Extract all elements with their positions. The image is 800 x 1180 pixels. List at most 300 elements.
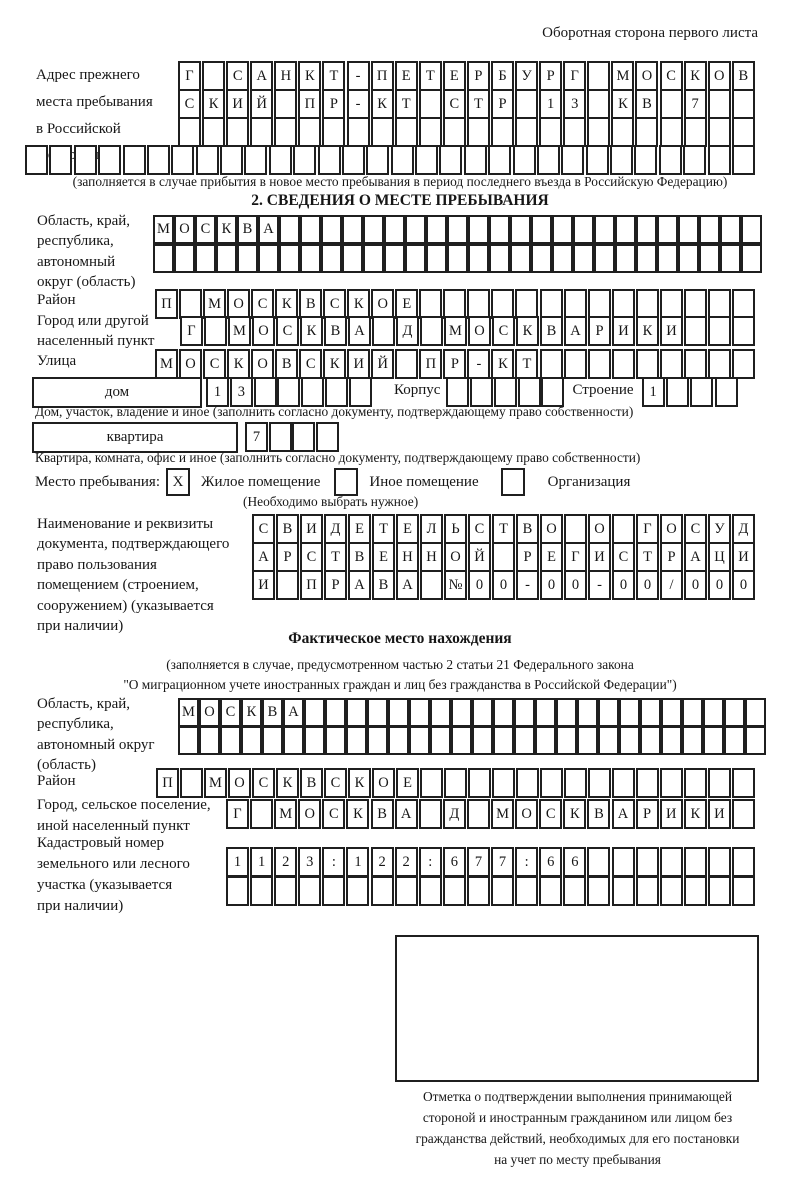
char-box[interactable]: О xyxy=(227,289,250,319)
char-box[interactable] xyxy=(619,698,640,727)
char-box[interactable] xyxy=(258,244,279,273)
char-box[interactable] xyxy=(493,726,514,755)
char-box[interactable] xyxy=(276,570,299,600)
char-box[interactable] xyxy=(468,215,489,244)
char-box[interactable] xyxy=(371,117,394,147)
char-box[interactable] xyxy=(660,847,683,877)
char-box[interactable] xyxy=(732,799,755,829)
char-box[interactable]: Т xyxy=(395,89,418,119)
char-box[interactable] xyxy=(732,349,755,379)
char-box[interactable]: 0 xyxy=(636,570,659,600)
char-box[interactable]: В xyxy=(372,570,395,600)
char-box[interactable]: Т xyxy=(372,514,395,544)
char-box[interactable]: С xyxy=(195,215,216,244)
char-box[interactable]: Б xyxy=(491,61,514,91)
char-box[interactable] xyxy=(467,799,490,829)
char-box[interactable] xyxy=(564,768,587,798)
char-box[interactable] xyxy=(660,89,683,119)
char-box[interactable]: К xyxy=(346,799,369,829)
char-box[interactable] xyxy=(535,698,556,727)
char-box[interactable]: Р xyxy=(516,542,539,572)
char-box[interactable]: Т xyxy=(515,349,538,379)
char-box[interactable] xyxy=(708,89,731,119)
char-box[interactable]: Р xyxy=(467,61,490,91)
char-box[interactable]: М xyxy=(228,316,251,346)
char-box[interactable]: И xyxy=(732,542,755,572)
char-box[interactable] xyxy=(226,117,249,147)
char-box[interactable]: И xyxy=(252,570,275,600)
char-box[interactable]: В xyxy=(587,799,610,829)
char-box[interactable]: У xyxy=(708,514,731,544)
char-box[interactable]: П xyxy=(155,289,178,319)
char-box[interactable] xyxy=(342,244,363,273)
char-box[interactable] xyxy=(573,244,594,273)
char-box[interactable]: 7 xyxy=(245,422,268,452)
char-box[interactable]: Т xyxy=(636,542,659,572)
char-box[interactable] xyxy=(347,117,370,147)
char-box[interactable]: С xyxy=(220,698,241,727)
char-box[interactable] xyxy=(682,698,703,727)
char-box[interactable] xyxy=(204,316,227,346)
char-box[interactable] xyxy=(298,117,321,147)
char-box[interactable]: М xyxy=(153,215,174,244)
char-box[interactable]: 0 xyxy=(684,570,707,600)
char-box[interactable] xyxy=(367,726,388,755)
char-box[interactable] xyxy=(708,316,731,346)
char-box[interactable] xyxy=(430,698,451,727)
checkbox-other-premises[interactable] xyxy=(334,468,358,496)
char-box[interactable]: / xyxy=(660,570,683,600)
char-box[interactable]: - xyxy=(516,570,539,600)
char-box[interactable] xyxy=(470,377,493,407)
char-box[interactable] xyxy=(635,117,658,147)
char-box[interactable]: В xyxy=(732,61,755,91)
char-box[interactable]: М xyxy=(444,316,467,346)
char-box[interactable] xyxy=(274,117,297,147)
char-box[interactable] xyxy=(419,117,442,147)
char-box[interactable] xyxy=(244,145,267,175)
char-box[interactable] xyxy=(513,145,536,175)
char-box[interactable] xyxy=(563,876,586,906)
char-box[interactable] xyxy=(269,422,292,452)
char-box[interactable] xyxy=(564,349,587,379)
char-box[interactable] xyxy=(98,145,121,175)
char-box[interactable] xyxy=(598,698,619,727)
char-box[interactable] xyxy=(741,215,762,244)
char-box[interactable]: О xyxy=(660,514,683,544)
char-box[interactable]: В xyxy=(237,215,258,244)
char-box[interactable] xyxy=(492,768,515,798)
char-box[interactable]: Ц xyxy=(708,542,731,572)
char-box[interactable] xyxy=(515,89,538,119)
char-box[interactable]: 1 xyxy=(206,377,229,407)
char-box[interactable] xyxy=(708,768,731,798)
char-box[interactable]: 2 xyxy=(371,847,394,877)
char-box[interactable]: Й xyxy=(371,349,394,379)
char-box[interactable]: П xyxy=(156,768,179,798)
char-box[interactable] xyxy=(708,117,731,147)
char-box[interactable] xyxy=(25,145,48,175)
char-box[interactable]: 1 xyxy=(539,89,562,119)
char-box[interactable] xyxy=(488,145,511,175)
char-box[interactable] xyxy=(708,289,731,319)
char-box[interactable] xyxy=(564,289,587,319)
char-box[interactable]: К xyxy=(298,61,321,91)
char-box[interactable]: А xyxy=(612,799,635,829)
char-box[interactable] xyxy=(587,89,610,119)
char-box[interactable] xyxy=(419,89,442,119)
char-box[interactable]: М xyxy=(491,799,514,829)
char-box[interactable] xyxy=(321,244,342,273)
char-box[interactable] xyxy=(384,215,405,244)
char-box[interactable] xyxy=(587,876,610,906)
char-box[interactable]: Е xyxy=(443,61,466,91)
char-box[interactable] xyxy=(301,377,324,407)
char-box[interactable]: С xyxy=(276,316,299,346)
char-box[interactable] xyxy=(318,145,341,175)
char-box[interactable]: К xyxy=(275,289,298,319)
char-box[interactable]: О xyxy=(708,61,731,91)
char-box[interactable] xyxy=(640,698,661,727)
char-box[interactable]: Т xyxy=(324,542,347,572)
char-box[interactable] xyxy=(346,726,367,755)
char-box[interactable]: Г xyxy=(636,514,659,544)
char-box[interactable]: А xyxy=(396,570,419,600)
char-box[interactable] xyxy=(447,215,468,244)
char-box[interactable] xyxy=(446,377,469,407)
char-box[interactable] xyxy=(741,244,762,273)
char-box[interactable] xyxy=(179,289,202,319)
char-box[interactable] xyxy=(451,698,472,727)
char-box[interactable] xyxy=(659,145,682,175)
char-box[interactable] xyxy=(540,768,563,798)
checkbox-residential[interactable]: X xyxy=(166,468,190,496)
char-box[interactable] xyxy=(447,244,468,273)
char-box[interactable] xyxy=(610,145,633,175)
char-box[interactable]: Н xyxy=(420,542,443,572)
char-box[interactable]: К xyxy=(276,768,299,798)
char-box[interactable] xyxy=(732,847,755,877)
char-box[interactable]: Д xyxy=(443,799,466,829)
char-box[interactable] xyxy=(715,377,738,407)
char-box[interactable] xyxy=(732,89,755,119)
char-box[interactable]: Й xyxy=(250,89,273,119)
char-box[interactable]: С xyxy=(684,514,707,544)
char-box[interactable]: С xyxy=(299,349,322,379)
char-box[interactable] xyxy=(678,244,699,273)
char-box[interactable]: Г xyxy=(564,542,587,572)
char-box[interactable]: 0 xyxy=(612,570,635,600)
char-box[interactable]: 6 xyxy=(563,847,586,877)
char-box[interactable]: Й xyxy=(468,542,491,572)
char-box[interactable]: С xyxy=(203,349,226,379)
char-box[interactable]: Т xyxy=(322,61,345,91)
char-box[interactable]: К xyxy=(227,349,250,379)
char-box[interactable]: - xyxy=(347,61,370,91)
char-box[interactable]: В xyxy=(540,316,563,346)
char-box[interactable] xyxy=(250,799,273,829)
char-box[interactable]: С xyxy=(252,768,275,798)
char-box[interactable]: К xyxy=(371,89,394,119)
char-box[interactable] xyxy=(250,876,273,906)
char-box[interactable]: К xyxy=(241,698,262,727)
char-box[interactable]: А xyxy=(252,542,275,572)
char-box[interactable] xyxy=(724,726,745,755)
char-box[interactable]: О xyxy=(228,768,251,798)
char-box[interactable] xyxy=(451,726,472,755)
char-box[interactable] xyxy=(147,145,170,175)
char-box[interactable]: К xyxy=(348,768,371,798)
char-box[interactable] xyxy=(472,726,493,755)
char-box[interactable]: В xyxy=(262,698,283,727)
char-box[interactable] xyxy=(708,847,731,877)
char-box[interactable] xyxy=(720,244,741,273)
char-box[interactable] xyxy=(708,145,731,175)
char-box[interactable] xyxy=(684,289,707,319)
char-box[interactable]: 3 xyxy=(298,847,321,877)
char-box[interactable] xyxy=(274,89,297,119)
char-box[interactable]: О xyxy=(251,349,274,379)
char-box[interactable] xyxy=(684,316,707,346)
char-box[interactable] xyxy=(171,145,194,175)
char-box[interactable] xyxy=(640,726,661,755)
char-box[interactable]: 0 xyxy=(708,570,731,600)
char-box[interactable]: В xyxy=(348,542,371,572)
char-box[interactable] xyxy=(594,215,615,244)
char-box[interactable] xyxy=(732,289,755,319)
char-box[interactable] xyxy=(371,876,394,906)
char-box[interactable] xyxy=(420,316,443,346)
char-box[interactable]: П xyxy=(419,349,442,379)
char-box[interactable] xyxy=(515,289,538,319)
char-box[interactable] xyxy=(123,145,146,175)
char-box[interactable] xyxy=(304,726,325,755)
char-box[interactable] xyxy=(577,698,598,727)
char-box[interactable] xyxy=(703,726,724,755)
char-box[interactable]: К xyxy=(323,349,346,379)
char-box[interactable]: И xyxy=(660,316,683,346)
char-box[interactable] xyxy=(732,145,755,175)
char-box[interactable]: Г xyxy=(180,316,203,346)
char-box[interactable] xyxy=(468,768,491,798)
char-box[interactable]: Н xyxy=(274,61,297,91)
char-box[interactable]: С xyxy=(323,289,346,319)
char-box[interactable]: К xyxy=(491,349,514,379)
char-box[interactable]: Г xyxy=(226,799,249,829)
char-box[interactable] xyxy=(395,117,418,147)
char-box[interactable] xyxy=(540,289,563,319)
char-box[interactable]: М xyxy=(203,289,226,319)
char-box[interactable] xyxy=(489,244,510,273)
char-box[interactable] xyxy=(552,244,573,273)
char-box[interactable] xyxy=(363,215,384,244)
char-box[interactable] xyxy=(304,698,325,727)
char-box[interactable] xyxy=(720,215,741,244)
char-box[interactable]: О xyxy=(252,316,275,346)
char-box[interactable] xyxy=(153,244,174,273)
char-box[interactable]: 1 xyxy=(642,377,665,407)
char-box[interactable]: 3 xyxy=(563,89,586,119)
char-box[interactable]: Р xyxy=(660,542,683,572)
char-box[interactable] xyxy=(279,244,300,273)
char-box[interactable] xyxy=(612,514,635,544)
char-box[interactable] xyxy=(391,145,414,175)
char-box[interactable] xyxy=(540,349,563,379)
char-box[interactable] xyxy=(250,117,273,147)
char-box[interactable] xyxy=(346,698,367,727)
char-box[interactable]: 0 xyxy=(492,570,515,600)
char-box[interactable]: О xyxy=(444,542,467,572)
char-box[interactable] xyxy=(180,768,203,798)
char-box[interactable]: 0 xyxy=(732,570,755,600)
char-box[interactable] xyxy=(636,847,659,877)
char-box[interactable]: Л xyxy=(420,514,443,544)
char-box[interactable]: К xyxy=(300,316,323,346)
char-box[interactable]: И xyxy=(612,316,635,346)
char-box[interactable]: М xyxy=(178,698,199,727)
char-box[interactable]: К xyxy=(516,316,539,346)
char-box[interactable]: О xyxy=(588,514,611,544)
char-box[interactable] xyxy=(342,145,365,175)
char-box[interactable] xyxy=(293,145,316,175)
char-box[interactable]: 1 xyxy=(226,847,249,877)
char-box[interactable]: О xyxy=(372,768,395,798)
char-box[interactable]: И xyxy=(347,349,370,379)
char-box[interactable] xyxy=(202,117,225,147)
char-box[interactable]: С xyxy=(612,542,635,572)
char-box[interactable] xyxy=(409,726,430,755)
char-box[interactable]: С xyxy=(468,514,491,544)
char-box[interactable]: М xyxy=(611,61,634,91)
char-box[interactable]: Р xyxy=(322,89,345,119)
char-box[interactable]: В xyxy=(299,289,322,319)
char-box[interactable] xyxy=(682,726,703,755)
char-box[interactable] xyxy=(467,876,490,906)
char-box[interactable]: А xyxy=(348,316,371,346)
char-box[interactable] xyxy=(322,876,345,906)
char-box[interactable] xyxy=(587,847,610,877)
char-box[interactable]: О xyxy=(468,316,491,346)
char-box[interactable] xyxy=(298,876,321,906)
char-box[interactable] xyxy=(367,698,388,727)
char-box[interactable]: Т xyxy=(419,61,442,91)
char-box[interactable]: О xyxy=(540,514,563,544)
char-box[interactable] xyxy=(661,698,682,727)
char-box[interactable] xyxy=(745,698,766,727)
char-box[interactable] xyxy=(292,422,315,452)
char-box[interactable] xyxy=(493,698,514,727)
char-box[interactable] xyxy=(241,726,262,755)
char-box[interactable] xyxy=(636,768,659,798)
char-box[interactable] xyxy=(683,145,706,175)
char-box[interactable]: Ь xyxy=(444,514,467,544)
char-box[interactable] xyxy=(588,768,611,798)
char-box[interactable] xyxy=(573,215,594,244)
char-box[interactable]: С xyxy=(226,61,249,91)
char-box[interactable] xyxy=(612,768,635,798)
char-box[interactable] xyxy=(514,698,535,727)
char-box[interactable] xyxy=(684,847,707,877)
char-box[interactable] xyxy=(588,289,611,319)
char-box[interactable]: С xyxy=(322,799,345,829)
char-box[interactable] xyxy=(745,726,766,755)
char-box[interactable]: : xyxy=(322,847,345,877)
char-box[interactable] xyxy=(443,117,466,147)
char-box[interactable] xyxy=(510,244,531,273)
char-box[interactable]: С xyxy=(324,768,347,798)
char-box[interactable]: А xyxy=(283,698,304,727)
char-box[interactable]: В xyxy=(300,768,323,798)
char-box[interactable] xyxy=(195,244,216,273)
char-box[interactable]: С xyxy=(539,799,562,829)
char-box[interactable] xyxy=(237,244,258,273)
char-box[interactable] xyxy=(199,726,220,755)
char-box[interactable] xyxy=(419,289,442,319)
char-box[interactable]: Н xyxy=(396,542,419,572)
char-box[interactable]: Е xyxy=(395,61,418,91)
char-box[interactable] xyxy=(660,117,683,147)
char-box[interactable] xyxy=(510,215,531,244)
char-box[interactable]: : xyxy=(515,847,538,877)
char-box[interactable]: Д xyxy=(396,316,419,346)
char-box[interactable] xyxy=(174,244,195,273)
char-box[interactable] xyxy=(612,876,635,906)
char-box[interactable]: В xyxy=(635,89,658,119)
char-box[interactable] xyxy=(636,215,657,244)
char-box[interactable] xyxy=(321,215,342,244)
char-box[interactable] xyxy=(444,768,467,798)
char-box[interactable]: О xyxy=(179,349,202,379)
char-box[interactable] xyxy=(531,244,552,273)
char-box[interactable] xyxy=(464,145,487,175)
char-box[interactable] xyxy=(420,570,443,600)
char-box[interactable]: П xyxy=(371,61,394,91)
char-box[interactable]: 2 xyxy=(274,847,297,877)
char-box[interactable] xyxy=(660,768,683,798)
char-box[interactable] xyxy=(419,799,442,829)
char-box[interactable]: А xyxy=(348,570,371,600)
char-box[interactable]: М xyxy=(274,799,297,829)
char-box[interactable] xyxy=(467,117,490,147)
char-box[interactable]: - xyxy=(347,89,370,119)
char-box[interactable]: С xyxy=(492,316,515,346)
char-box[interactable] xyxy=(489,215,510,244)
char-box[interactable]: А xyxy=(564,316,587,346)
char-box[interactable]: Г xyxy=(178,61,201,91)
char-box[interactable]: Д xyxy=(732,514,755,544)
char-box[interactable] xyxy=(556,698,577,727)
char-box[interactable] xyxy=(636,876,659,906)
char-box[interactable] xyxy=(699,244,720,273)
char-box[interactable] xyxy=(552,215,573,244)
char-box[interactable]: Р xyxy=(636,799,659,829)
char-box[interactable] xyxy=(732,768,755,798)
char-box[interactable] xyxy=(684,768,707,798)
char-box[interactable] xyxy=(409,698,430,727)
char-box[interactable] xyxy=(587,61,610,91)
char-box[interactable] xyxy=(277,377,300,407)
char-box[interactable] xyxy=(325,377,348,407)
char-box[interactable]: К xyxy=(216,215,237,244)
char-box[interactable] xyxy=(708,876,731,906)
char-box[interactable]: Е xyxy=(372,542,395,572)
char-box[interactable]: О xyxy=(199,698,220,727)
char-box[interactable]: В xyxy=(516,514,539,544)
char-box[interactable]: А xyxy=(684,542,707,572)
char-box[interactable] xyxy=(443,876,466,906)
char-box[interactable] xyxy=(514,726,535,755)
char-box[interactable] xyxy=(384,244,405,273)
